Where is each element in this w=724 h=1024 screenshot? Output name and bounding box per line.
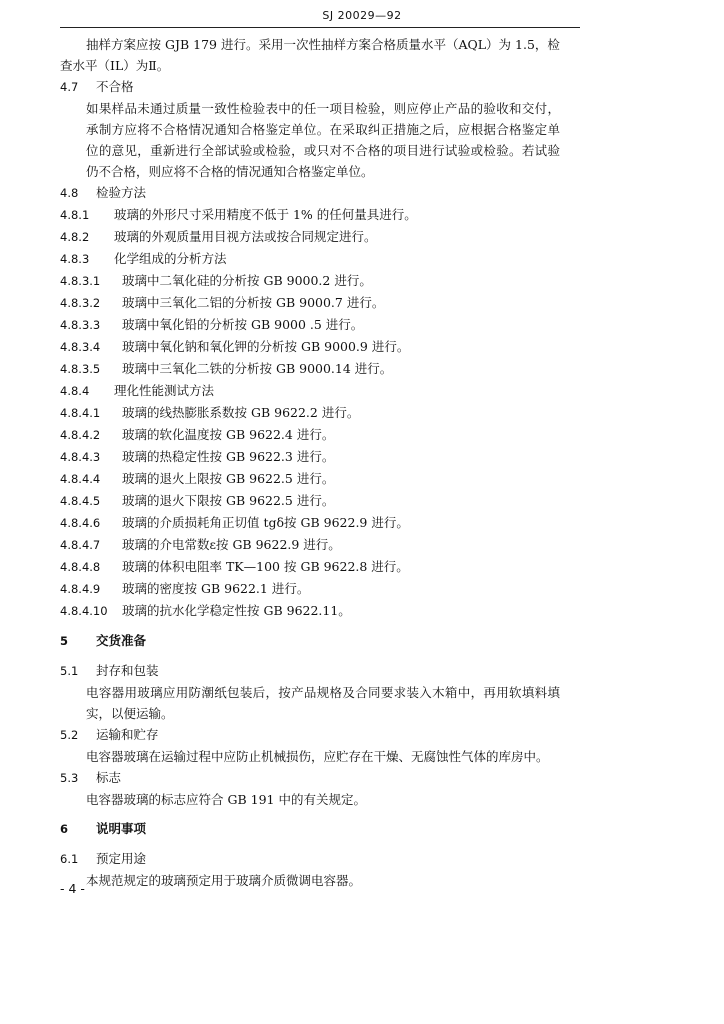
item-number: 4.8.3.4: [60, 340, 101, 354]
item-number: 4.8.3.2: [60, 296, 101, 310]
item-number: 4.8.4.1: [60, 406, 101, 420]
section-title: 封存和包装: [96, 663, 159, 678]
spacer: [60, 810, 560, 818]
section-number: 4.8.3: [60, 252, 90, 266]
item-text: 玻璃的退火上限按 GB 9622.5 进行。: [122, 471, 335, 486]
document-body: [60, 34, 560, 891]
item-text: 玻璃的介电常数ε按 GB 9622.9 进行。: [122, 537, 341, 552]
page-number: - 4 -: [60, 881, 85, 896]
section-6-heading: [60, 818, 560, 840]
section-6-1-heading: [60, 848, 560, 870]
section-text: 玻璃的外观质量用目视方法或按合同规定进行。: [114, 229, 377, 244]
section-title: 检验方法: [96, 185, 147, 200]
item-number: 4.8.4.8: [60, 560, 101, 574]
section-5-3-text: 电容器玻璃的标志应符合 GB 191 中的有关规定。: [86, 792, 366, 807]
section-title: 运输和贮存: [96, 727, 159, 742]
section-number: 4.8.2: [60, 230, 90, 244]
section-title: 说明事项: [96, 821, 147, 836]
chem-item: [60, 292, 560, 314]
item-text: 玻璃的介质损耗角正切值 tgδ按 GB 9622.9 进行。: [122, 515, 409, 530]
item-number: 4.8.3.1: [60, 274, 101, 288]
item-text: 玻璃的抗水化学稳定性按 GB 9622.11。: [122, 603, 351, 618]
phys-item: [60, 490, 560, 512]
phys-item: [60, 402, 560, 424]
section-number: 5.1: [60, 664, 79, 678]
section-4-8-heading: [60, 182, 560, 204]
item-number: 4.8.3.3: [60, 318, 101, 332]
item-number: 4.8.4.6: [60, 516, 101, 530]
section-title: 理化性能测试方法: [114, 383, 215, 398]
item-number: 4.8.4.4: [60, 472, 101, 486]
section-number: 4.7: [60, 80, 79, 94]
item-text: 玻璃的密度按 GB 9622.1 进行。: [122, 581, 310, 596]
section-number: 6.1: [60, 852, 79, 866]
item-text: 玻璃中二氧化硅的分析按 GB 9000.2 进行。: [122, 273, 372, 288]
paragraph-sampling-line1: 抽样方案应按 GJB 179 进行。采用一次性抽样方案合格质量水平（AQL）为 1.5，检: [86, 37, 560, 52]
phys-item: [60, 424, 560, 446]
item-text: 玻璃的体积电阻率 TK—100 按 GB 9622.8 进行。: [122, 559, 409, 574]
section-4-8-1: [60, 204, 560, 226]
chem-item: [60, 358, 560, 380]
section-4-8-3-heading: [60, 248, 560, 270]
item-text: 玻璃的线热膨胀系数按 GB 9622.2 进行。: [122, 405, 360, 420]
item-number: 4.8.4.7: [60, 538, 101, 552]
item-text: 玻璃中氧化钠和氧化钾的分析按 GB 9000.9 进行。: [122, 339, 410, 354]
section-5-3-heading: [60, 767, 560, 789]
header-rule: [60, 27, 580, 28]
section-number: 4.8.4: [60, 384, 90, 398]
section-number: 6: [60, 822, 69, 836]
chem-item: [60, 336, 560, 358]
section-number: 5.3: [60, 771, 79, 785]
section-5-2-heading: [60, 724, 560, 746]
section-number: 4.8.1: [60, 208, 90, 222]
section-number: 5: [60, 634, 69, 648]
phys-item: [60, 600, 560, 622]
spacer: [60, 652, 560, 660]
item-text: 玻璃中三氧化二铝的分析按 GB 9000.7 进行。: [122, 295, 385, 310]
phys-item: [60, 578, 560, 600]
item-text: 玻璃的热稳定性按 GB 9622.3 进行。: [122, 449, 335, 464]
item-number: 4.8.4.10: [60, 604, 108, 618]
phys-item: [60, 512, 560, 534]
item-number: 4.8.4.3: [60, 450, 101, 464]
section-title: 交货准备: [96, 633, 147, 648]
item-number: 4.8.4.2: [60, 428, 101, 442]
section-text: 玻璃的外形尺寸采用精度不低于 1% 的任何量具进行。: [114, 207, 417, 222]
item-text: 玻璃的软化温度按 GB 9622.4 进行。: [122, 427, 335, 442]
item-text: 玻璃中氧化铅的分析按 GB 9000 .5 进行。: [122, 317, 364, 332]
item-number: 4.8.3.5: [60, 362, 101, 376]
section-6-1-text: 本规范规定的玻璃预定用于玻璃介质微调电容器。: [86, 873, 362, 888]
section-title: 预定用途: [96, 851, 147, 866]
section-number: 4.8: [60, 186, 79, 200]
phys-item: [60, 446, 560, 468]
item-number: 4.8.4.5: [60, 494, 101, 508]
section-5-2-text: 电容器玻璃在运输过程中应防止机械损伤，应贮存在干燥、无腐蚀性气体的库房中。: [86, 749, 549, 764]
paragraph-sampling-line2: 查水平（IL）为Ⅱ。: [60, 58, 170, 73]
section-4-7-text: 如果样品未通过质量一致性检验表中的任一项目检验，则应停止产品的验收和交付，承制方应将不合格情况通知合格鉴定单位。在采取纠正措施之后，应根据合格鉴定单位的意见，重新进行全部试验或检验，或只对不合格的项目进行试验或检验。若试验仍不合格，则应将不合格的情况通知合格鉴定单位。: [86, 101, 560, 179]
spacer: [60, 840, 560, 848]
phys-item: [60, 468, 560, 490]
section-4-7-heading: [60, 76, 560, 98]
section-title: 不合格: [96, 79, 134, 94]
document-code: SJ 20029—92: [322, 9, 402, 22]
chem-item: [60, 314, 560, 336]
section-4-8-2: [60, 226, 560, 248]
chem-item: [60, 270, 560, 292]
section-title: 标志: [96, 770, 122, 785]
item-number: 4.8.4.9: [60, 582, 101, 596]
phys-item: [60, 556, 560, 578]
section-5-1-heading: [60, 660, 560, 682]
section-5-heading: [60, 630, 560, 652]
section-4-8-4-heading: [60, 380, 560, 402]
item-text: 玻璃的退火下限按 GB 9622.5 进行。: [122, 493, 335, 508]
spacer: [60, 622, 560, 630]
section-5-1-text: 电容器用玻璃应用防潮纸包装后，按产品规格及合同要求装入木箱中，再用软填料填实，以便运输。: [86, 685, 560, 721]
phys-item: [60, 534, 560, 556]
item-text: 玻璃中三氧化二铁的分析按 GB 9000.14 进行。: [122, 361, 393, 376]
section-number: 5.2: [60, 728, 79, 742]
section-title: 化学组成的分析方法: [114, 251, 227, 266]
